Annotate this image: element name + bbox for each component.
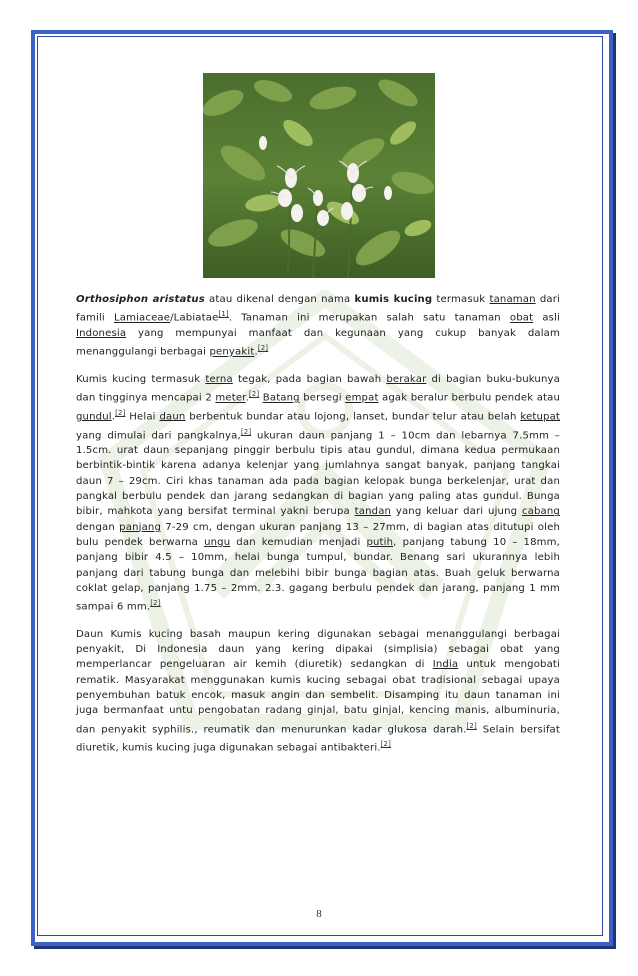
link-penyakit[interactable]: penyakit [209,346,255,358]
link-gundul[interactable]: gundul [76,411,112,423]
link-cabang[interactable]: cabang [521,506,560,518]
paragraph-uses: Daun Kumis kucing basah maupun kering digunakan sebagai menanggulangi berbagai penyakit, Di Indonesia daun yang kering dipakai (simplisia) sebagai obat yang memperlancar pengeluaran air kemih (diuretik) sedangkan di India untuk mengobati rematik. Masyarakat menggunakan kumis kucing sebagai obat tradisional sebagai upaya penyembuhan batuk encok, masuk angin dan sembelit. Disamping itu daun tanaman ini juga bermanfaat untu pengobatan radang ginjal, batu ginjal, kencing manis, albuminuria, dan penyakit syphilis., reumatik dan menurunkan kadar glukosa darah.[2] Selain bersifat diuretik, kumis kucing juga digunakan sebagai antibakteri.[2] [76,628,560,754]
citation-2[interactable]: [2] [248,390,260,399]
link-putih[interactable]: putih [366,536,394,548]
citation-2[interactable]: [2] [466,721,477,730]
link-empat[interactable]: empat [345,392,379,404]
citation-2[interactable]: [2] [150,599,161,608]
plant-photo [203,73,435,278]
article-body [76,292,560,768]
link-indonesia[interactable]: Indonesia [76,327,127,339]
link-meter[interactable]: meter [215,392,246,404]
link-batang[interactable]: Batang [262,392,300,404]
citation-2[interactable]: [2] [257,344,269,353]
link-lamiaceae[interactable]: Lamiaceae [113,312,171,324]
citation-2[interactable]: [2] [115,408,126,417]
citation-2[interactable]: [2] [380,740,392,749]
link-tanaman[interactable]: tanaman [489,294,536,305]
link-daun[interactable]: daun [159,411,186,423]
link-india[interactable]: India [432,659,459,671]
citation-1[interactable]: [1] [218,310,229,319]
common-name: kumis kucing [354,294,433,305]
link-ketupat[interactable]: ketupat [520,411,561,423]
species-name: Orthosiphon aristatus [76,294,205,305]
link-obat[interactable]: obat [509,312,534,324]
paragraph-intro: Orthosiphon aristatus atau dikenal dengan nama kumis kucing termasuk tanaman dari famili Lamiaceae/Labiatae[1]. Tanaman ini merupakan salah satu tanaman obat asli Indonesia yang mempunyai manfaat dan kegunaan yang cukup banyak dalam menanggulangi berbagai penyakit.[2] [76,294,560,358]
page-number: 8 [316,908,322,920]
citation-2[interactable]: [2] [240,427,252,436]
link-berakar[interactable]: berakar [386,373,427,385]
link-terna[interactable]: terna [205,373,233,385]
link-ungu[interactable]: ungu [204,536,231,548]
link-panjang[interactable]: panjang [119,521,162,533]
paragraph-morphology: Kumis kucing termasuk terna tegak, pada bagian bawah berakar di bagian buku-bukunya dan tingginya mencapai 2 meter.[2] Batang bersegi empat agak beralur berbulu pendek atau gundul.[2] Helai daun berbentuk bundar atau lojong, lanset, bundar telur atau belah ketupat yang dimulai dari pangkalnya,[2] ukuran daun panjang 1 – 10cm dan lebarnya 7.5mm – 1.5cm. urat daun sepanjang pinggir berbulu tipis atau gundul, dimana kedua permukaan berbintik-bintik karena adanya kelenjar yang jumlahnya sangat banyak, panjang tangkai daun 7 – 29cm. Ciri khas tanaman ada pada bagian kelopak bunga berkelenjar, urat dan pangkal berbulu pendek dan jarang sedangkan di bagian yang paling atas gundul. Bunga bibir, mahkota yang bersifat terminal yakni berupa tandan yang keluar dari ujung cabang dengan panjang 7-29 cm, dengan ukuran panjang 13 – 27mm, di bagian atas ditutupi oleh bulu pendek berwarna ungu dan kemudian menjadi putih, panjang tabung 10 – 18mm, panjang bibir 4.5 – 10mm, helai bunga tumpul, bundar. Benang sari ukurannya lebih panjang dari tabung bunga dan melebihi bibir bunga bagian atas. Buah geluk berwarna coklat gelap, panjang 1.75 – 2mm. 2.3. gagang berbulu pendek dan jarang, panjang 1 mm sampai 6 mm.[2] [76,373,561,613]
link-tandan[interactable]: tandan [354,506,392,518]
